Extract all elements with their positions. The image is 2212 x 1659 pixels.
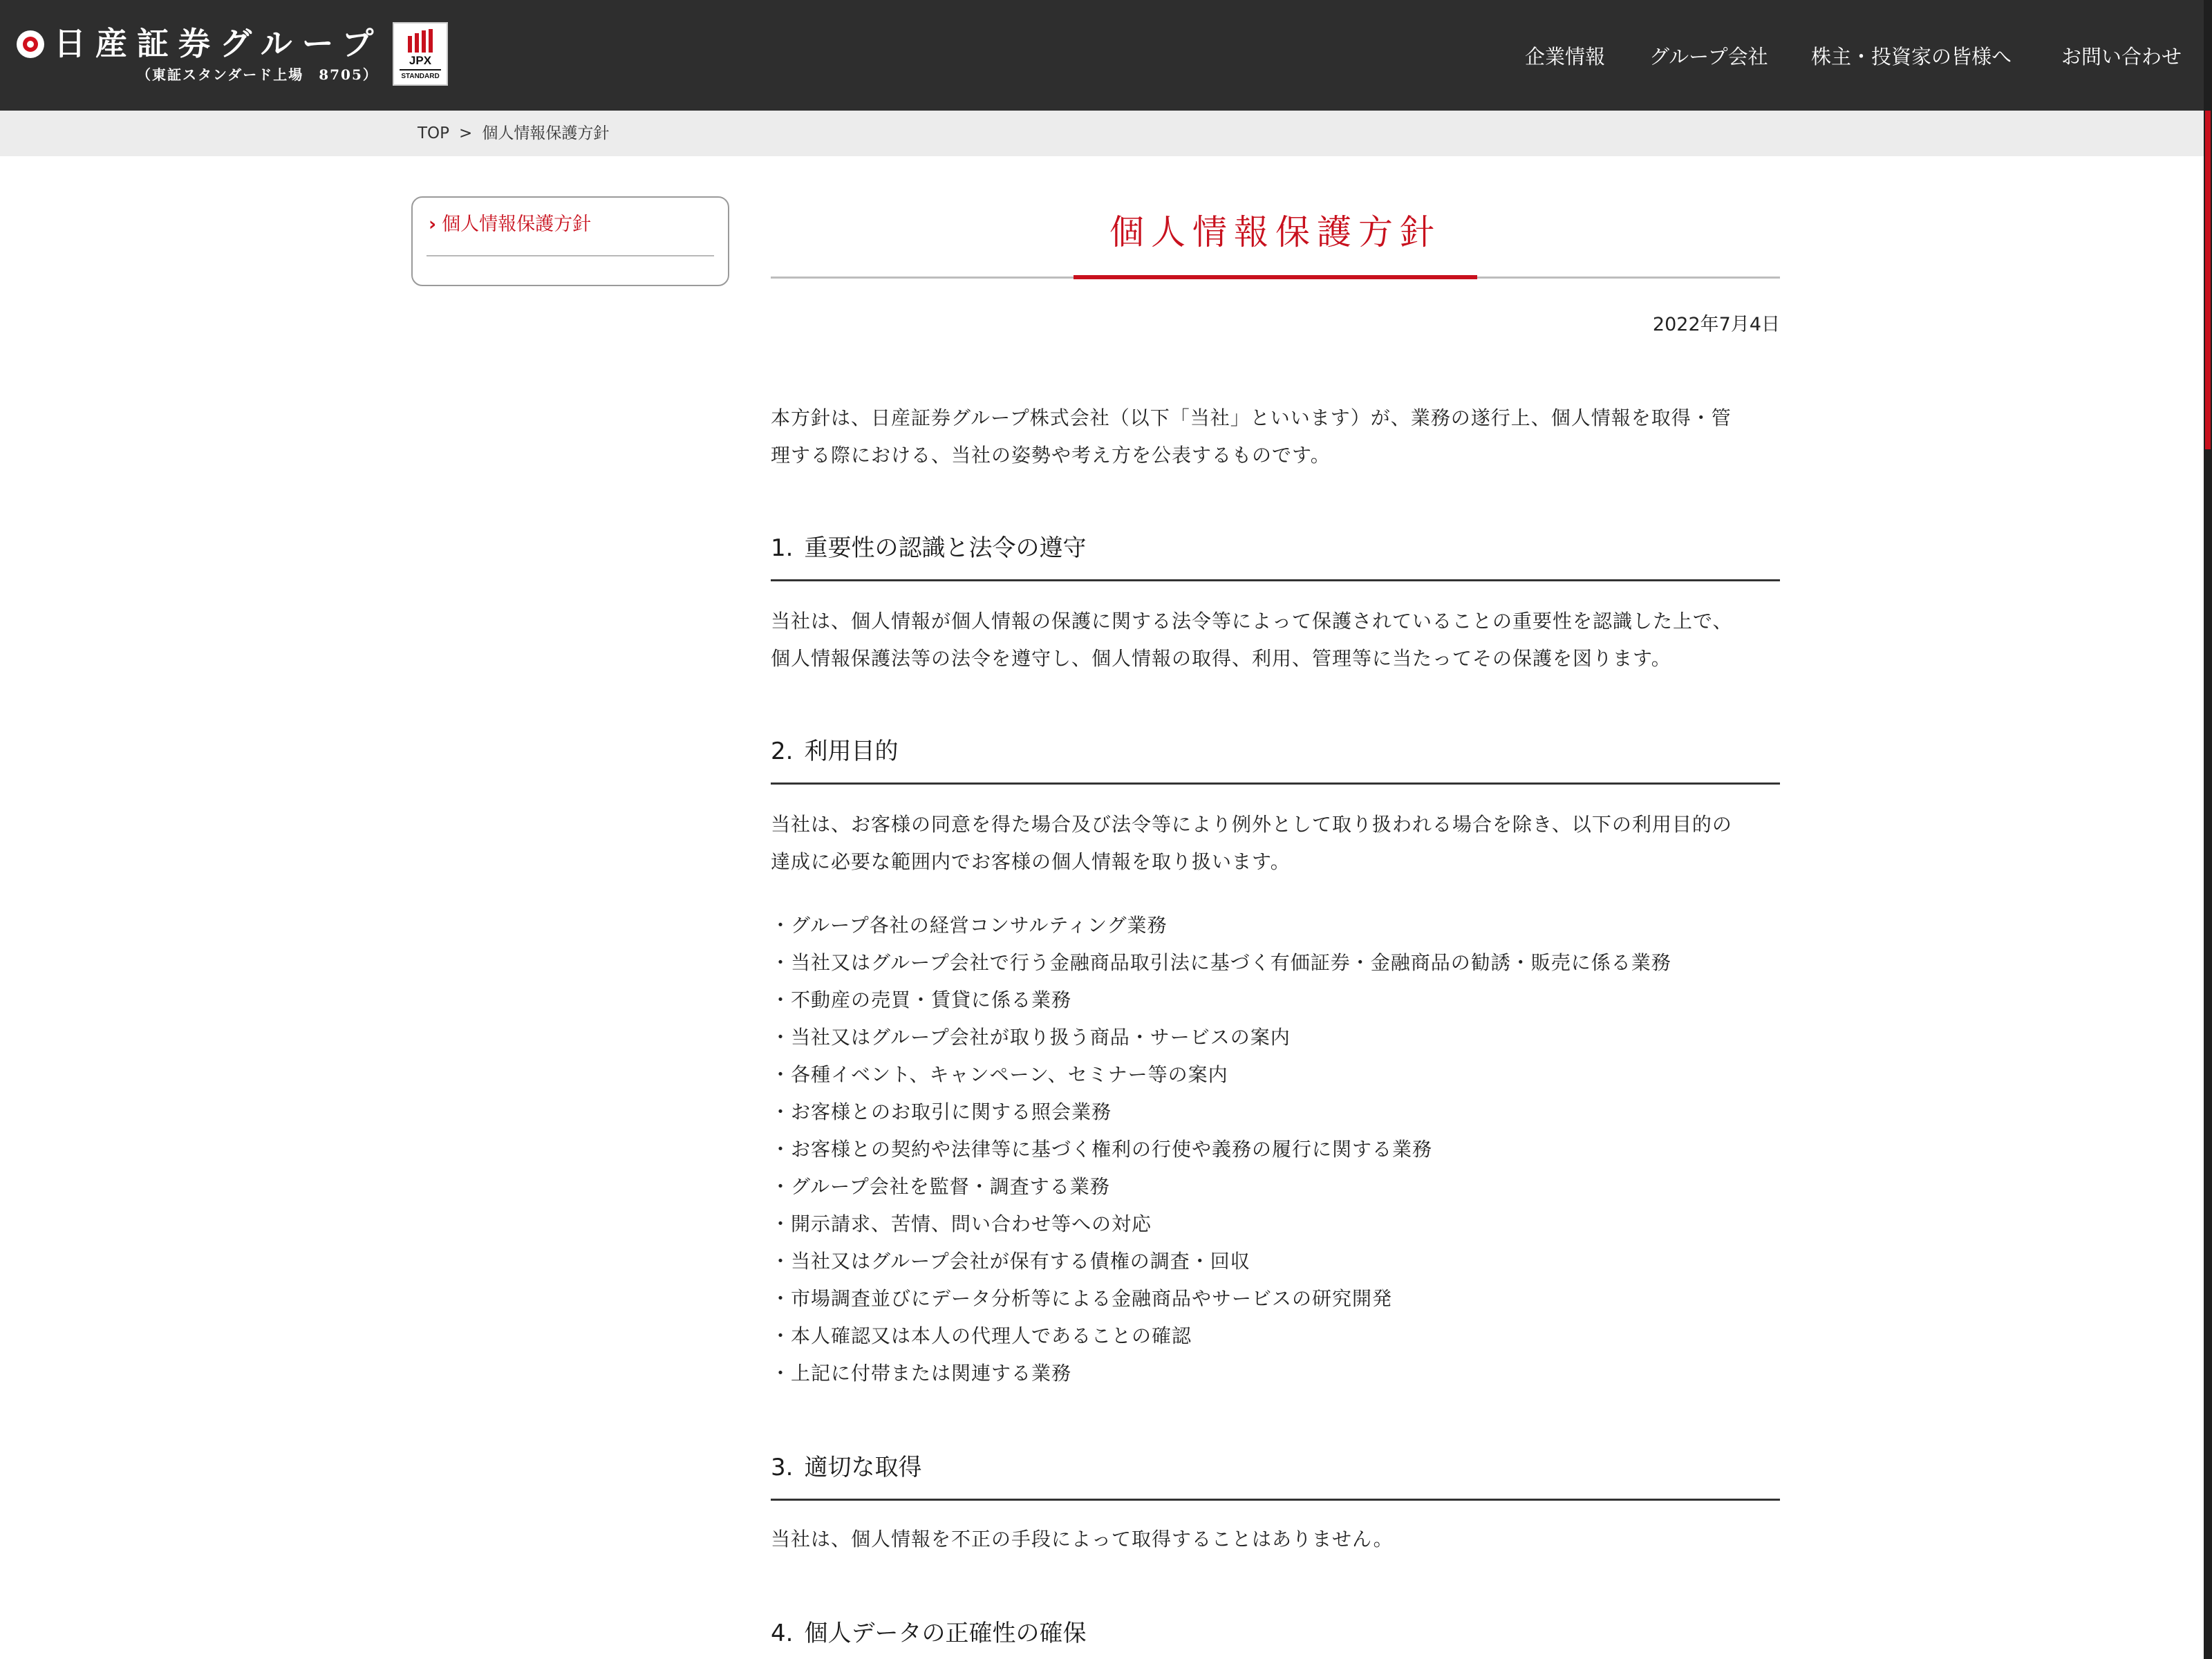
list-item: ・お客様との契約や法律等に基づく権利の行使や義務の履行に関する業務 — [771, 1138, 1433, 1161]
section-number: 3. — [771, 1454, 794, 1481]
section-title: 利用目的 — [804, 738, 899, 765]
section-heading-1 — [771, 531, 1086, 565]
breadcrumb-current: 個人情報保護方針 — [482, 124, 610, 142]
sidebar-item-label: 個人情報保護方針 — [442, 214, 592, 235]
nav-contact[interactable]: お問い合わせ — [2061, 45, 2182, 68]
breadcrumb-home-link[interactable]: TOP — [418, 124, 450, 142]
list-item: ・不動産の売買・賃貸に係る業務 — [771, 988, 1072, 1011]
sidebar-divider — [427, 255, 714, 256]
jpx-standard-badge — [393, 22, 448, 86]
list-item: ・当社又はグループ会社で行う金融商品取引法に基づく有価証券・金融商品の勧誘・販売に係る業務 — [771, 951, 1671, 974]
list-item: ・開示請求、苦情、問い合わせ等への対応 — [771, 1212, 1152, 1235]
chevron-right-icon: › — [429, 214, 437, 235]
section-1-body: 当社は、個人情報が個人情報の保護に関する法令等によって保護されていることの重要性を認識した上で、 個人情報保護法等の法令を遵守し、個人情報の取得、利用、管理等に当たってその保護を図ります。 — [771, 610, 1733, 670]
intro-paragraph: 本方針は、日産証券グループ株式会社（以下「当社」といいます）が、業務の遂行上、個人情報を取得・管 理する際における、当社の姿勢や考え方を公表するものです。 — [771, 406, 1732, 467]
breadcrumb — [418, 122, 609, 145]
nav-investors[interactable]: 株主・投資家の皆様へ — [1811, 45, 2012, 68]
section-divider — [771, 579, 1780, 581]
breadcrumb-separator: > — [459, 124, 473, 142]
list-item: ・グループ会社を監督・調査する業務 — [771, 1175, 1110, 1198]
section-2-body: 当社は、お客様の同意を得た場合及び法令等により例外として取り扱われる場合を除き、以下の利用目的の 達成に必要な範囲内でお客様の個人情報を取り扱います。 — [771, 813, 1732, 873]
section-3-body: 当社は、個人情報を不正の手段によって取得することはありません。 — [771, 1528, 1394, 1550]
list-item: ・本人確認又は本人の代理人であることの確認 — [771, 1324, 1192, 1347]
purpose-list — [771, 907, 1671, 1392]
title-accent-bar — [1074, 275, 1477, 279]
page-title: 個人情報保護方針 — [1109, 212, 1441, 252]
jpx-badge-name: JPX — [409, 54, 432, 67]
jpx-logo-icon — [408, 29, 434, 53]
section-number: 2. — [771, 738, 794, 765]
nav-group-companies[interactable]: グループ会社 — [1649, 45, 1768, 68]
jpx-badge-divider — [400, 69, 441, 71]
list-item: ・お客様とのお取引に関する照会業務 — [771, 1100, 1112, 1123]
section-title: 個人データの正確性の確保 — [804, 1620, 1087, 1647]
list-item: ・当社又はグループ会社が保有する債権の調査・回収 — [771, 1250, 1250, 1273]
nav-company-info[interactable]: 企業情報 — [1525, 45, 1606, 68]
section-title: 適切な取得 — [804, 1454, 922, 1481]
scrollbar-thumb[interactable] — [2205, 111, 2211, 449]
section-heading-3 — [771, 1450, 921, 1485]
section-heading-2 — [771, 734, 898, 769]
jpx-badge-market: STANDARD — [401, 73, 440, 80]
breadcrumb-bar — [0, 111, 2204, 156]
sidebar-menu — [411, 196, 729, 286]
section-divider — [771, 1499, 1780, 1501]
section-number: 1. — [771, 534, 794, 562]
sidebar-item-privacy-policy[interactable] — [429, 212, 591, 238]
logo-subtitle: （東証スタンダード上場 8705） — [137, 66, 378, 83]
list-item: ・グループ各社の経営コンサルティング業務 — [771, 914, 1168, 937]
section-title: 重要性の認識と法令の遵守 — [804, 534, 1087, 562]
section-heading-4 — [771, 1616, 1086, 1651]
list-item: ・当社又はグループ会社が取り扱う商品・サービスの案内 — [771, 1026, 1291, 1049]
section-number: 4. — [771, 1620, 794, 1647]
policy-date: 2022年7月4日 — [1652, 314, 1780, 335]
list-item: ・各種イベント、キャンペーン、セミナー等の案内 — [771, 1063, 1228, 1086]
logo-text[interactable]: 日産証券グループ — [54, 25, 384, 62]
list-item: ・上記に付帯または関連する業務 — [771, 1362, 1072, 1385]
logo-circle-icon[interactable] — [17, 30, 44, 58]
list-item: ・市場調査並びにデータ分析等による金融商品やサービスの研究開発 — [771, 1287, 1393, 1310]
section-divider — [771, 782, 1780, 785]
site-header — [0, 0, 2212, 111]
